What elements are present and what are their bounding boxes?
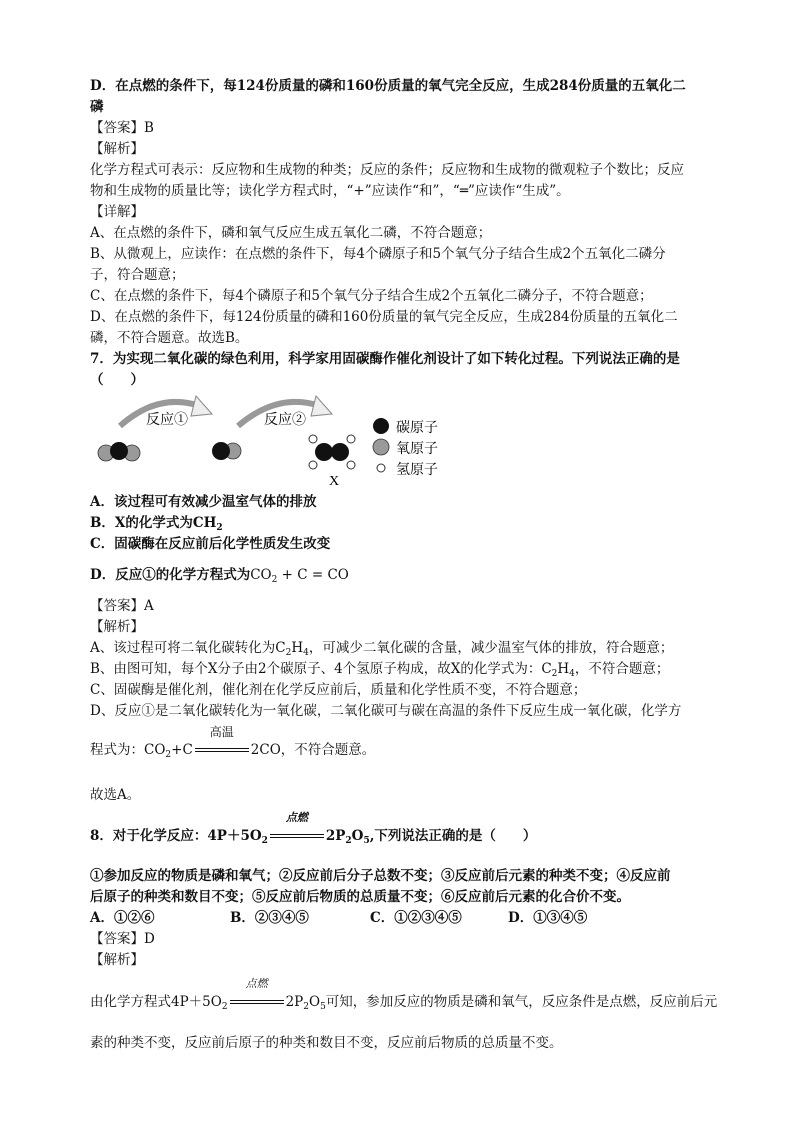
- q8-items-line2: 后原子的种类和数目不变；⑤反应前后物质的总质量不变；⑥反应前后元素的化合价不变。: [90, 889, 630, 905]
- legend-carbon-swatch: [373, 418, 389, 434]
- q7-analysis-heading: 【解析】: [90, 619, 144, 635]
- q7-option-c: C．固碳酶在反应前后化学性质发生改变: [90, 536, 331, 552]
- x-label: X: [329, 474, 340, 489]
- x-hydrogen-atom: [347, 435, 355, 443]
- ignite-equation-sign: 点燃: [230, 992, 284, 1012]
- q6-answer: 【答案】B: [90, 120, 154, 136]
- high-temp-equation-sign: 高温: [195, 740, 249, 760]
- ignite-equation-sign: 点燃: [270, 826, 324, 846]
- q6-detail-a: A、在点燃的条件下，磷和氧气反应生成五氧化二磷，不符合题意；: [90, 225, 492, 241]
- q7-conclusion: 故选A。: [90, 787, 141, 803]
- reaction1-arrowhead: [191, 396, 212, 416]
- q7-analysis-b: B、由图可知，每个X分子由2个碳原子、4个氢原子构成，故X的化学式为：$C_2H_4$，不符合题意；: [90, 661, 670, 679]
- q8-option-b: B．②③④⑤: [230, 910, 309, 926]
- q8-option-d: D．①③④⑤: [508, 910, 588, 926]
- q6-analysis-line2: 物和生成物的质量比等；读化学方程式时，“+”应读作“和”，“═”应读作“生成”。: [90, 183, 570, 199]
- legend-carbon-label: 碳原子: [396, 419, 438, 435]
- q6-option-d-line2: 磷: [90, 99, 104, 115]
- q8-analysis-heading: 【解析】: [90, 952, 144, 968]
- x-carbon-atom: [331, 443, 349, 461]
- reaction2-label: 反应②: [264, 411, 306, 427]
- q7-analysis-a: A、该过程可将二氧化碳转化为$C_2H_4$，可减少二氧化碳的含量，减少温室气体的排放，符合题意；: [90, 640, 674, 658]
- q7-analysis-d-line2: 程式为：$CO_2+C$ 高温 2CO，不符合题意。: [90, 725, 376, 760]
- x-carbon-atom: [315, 443, 333, 461]
- reaction1-label: 反应①: [146, 411, 188, 427]
- q6-detail-b-line2: 子，符合题意；: [90, 267, 185, 283]
- x-hydrogen-atom: [309, 461, 317, 469]
- legend-hydrogen-swatch: [377, 464, 385, 472]
- q7-option-d: D．反应①的化学方程式为$CO_2 + C$ = CO: [90, 567, 349, 585]
- q8-option-c: C．①②③④⑤: [370, 910, 462, 926]
- q6-detail-heading: 【详解】: [90, 204, 144, 220]
- reaction-diagram: [88, 392, 468, 490]
- q6-detail-c: C、在点燃的条件下，每4个磷原子和5个氧气分子结合生成2个五氧化二磷分子，不符合题意；: [90, 288, 653, 304]
- q7-option-b: B．X的化学式为$CH_2$: [90, 515, 223, 533]
- co2-carbon-atom: [110, 442, 128, 460]
- q8-option-a: A．①②⑥: [90, 910, 155, 926]
- q6-option-d-line1: D．在点燃的条件下，每124份质量的磷和160份质量的氧气完全反应，生成284份质量的五氧化二: [90, 78, 686, 94]
- q8-analysis-line2: 素的种类不变，反应前后原子的种类和数目不变，反应前后物质的总质量不变。: [90, 1035, 563, 1051]
- q7-stem-line1: 7．为实现二氧化碳的绿色利用，科学家用固碳酶作催化剂设计了如下转化过程。下列说法正确的是: [90, 351, 680, 367]
- q8-items-line1: ①参加反应的物质是磷和氧气；②反应前后分子总数不变；③反应前后元素的种类不变；④反应前: [90, 868, 671, 884]
- reaction2-arrowhead: [311, 396, 332, 416]
- legend-oxygen-swatch: [373, 439, 389, 455]
- q7-stem-line2: （ ）: [90, 372, 144, 388]
- q7-option-a: A．该过程可有效减少温室气体的排放: [90, 494, 317, 510]
- q6-analysis-line1: 化学方程式可表示：反应物和生成物的种类；反应的条件；反应物和生成物的微观粒子个数比；反应: [90, 162, 684, 178]
- q6-detail-b-line1: B、从微观上，应读作：在点燃的条件下，每4个磷原子和5个氧气分子结合生成2个五氧化二磷分: [90, 246, 666, 262]
- q7-analysis-d-line1: D、反应①是二氧化碳转化为一氧化碳，二氧化碳可与碳在高温的条件下反应生成一氧化碳，化学方: [90, 703, 682, 719]
- x-hydrogen-atom: [347, 461, 355, 469]
- q7-analysis-c: C、固碳酶是催化剂，催化剂在化学反应前后，质量和化学性质不变，不符合题意；: [90, 682, 587, 698]
- legend-hydrogen-label: 氢原子: [396, 461, 438, 477]
- q6-detail-d-line2: 磷，不符合题意。故选B。: [90, 330, 249, 346]
- legend-oxygen-label: 氧原子: [396, 440, 438, 456]
- q6-detail-d-line1: D、在点燃的条件下，每124份质量的磷和160份质量的氧气完全反应，生成284份质量的五氧化二: [90, 309, 678, 325]
- x-hydrogen-atom: [309, 435, 317, 443]
- q8-answer: 【答案】D: [90, 931, 155, 947]
- q6-analysis-heading: 【解析】: [90, 141, 144, 157]
- q7-answer: 【答案】A: [90, 598, 154, 614]
- q8-analysis-line1: 由化学方程式$4P+5O_2$ 点燃 $2P_2O_5$可知，参加反应的物质是磷和氧气，反应条件是点燃，反应前后元: [90, 977, 718, 1012]
- q8-stem: 8．对于化学反应：$4P+5O_2$ 点燃 $2P_2O_5$,下列说法正确的是（ ）: [90, 811, 537, 846]
- co-carbon-atom: [212, 442, 230, 460]
